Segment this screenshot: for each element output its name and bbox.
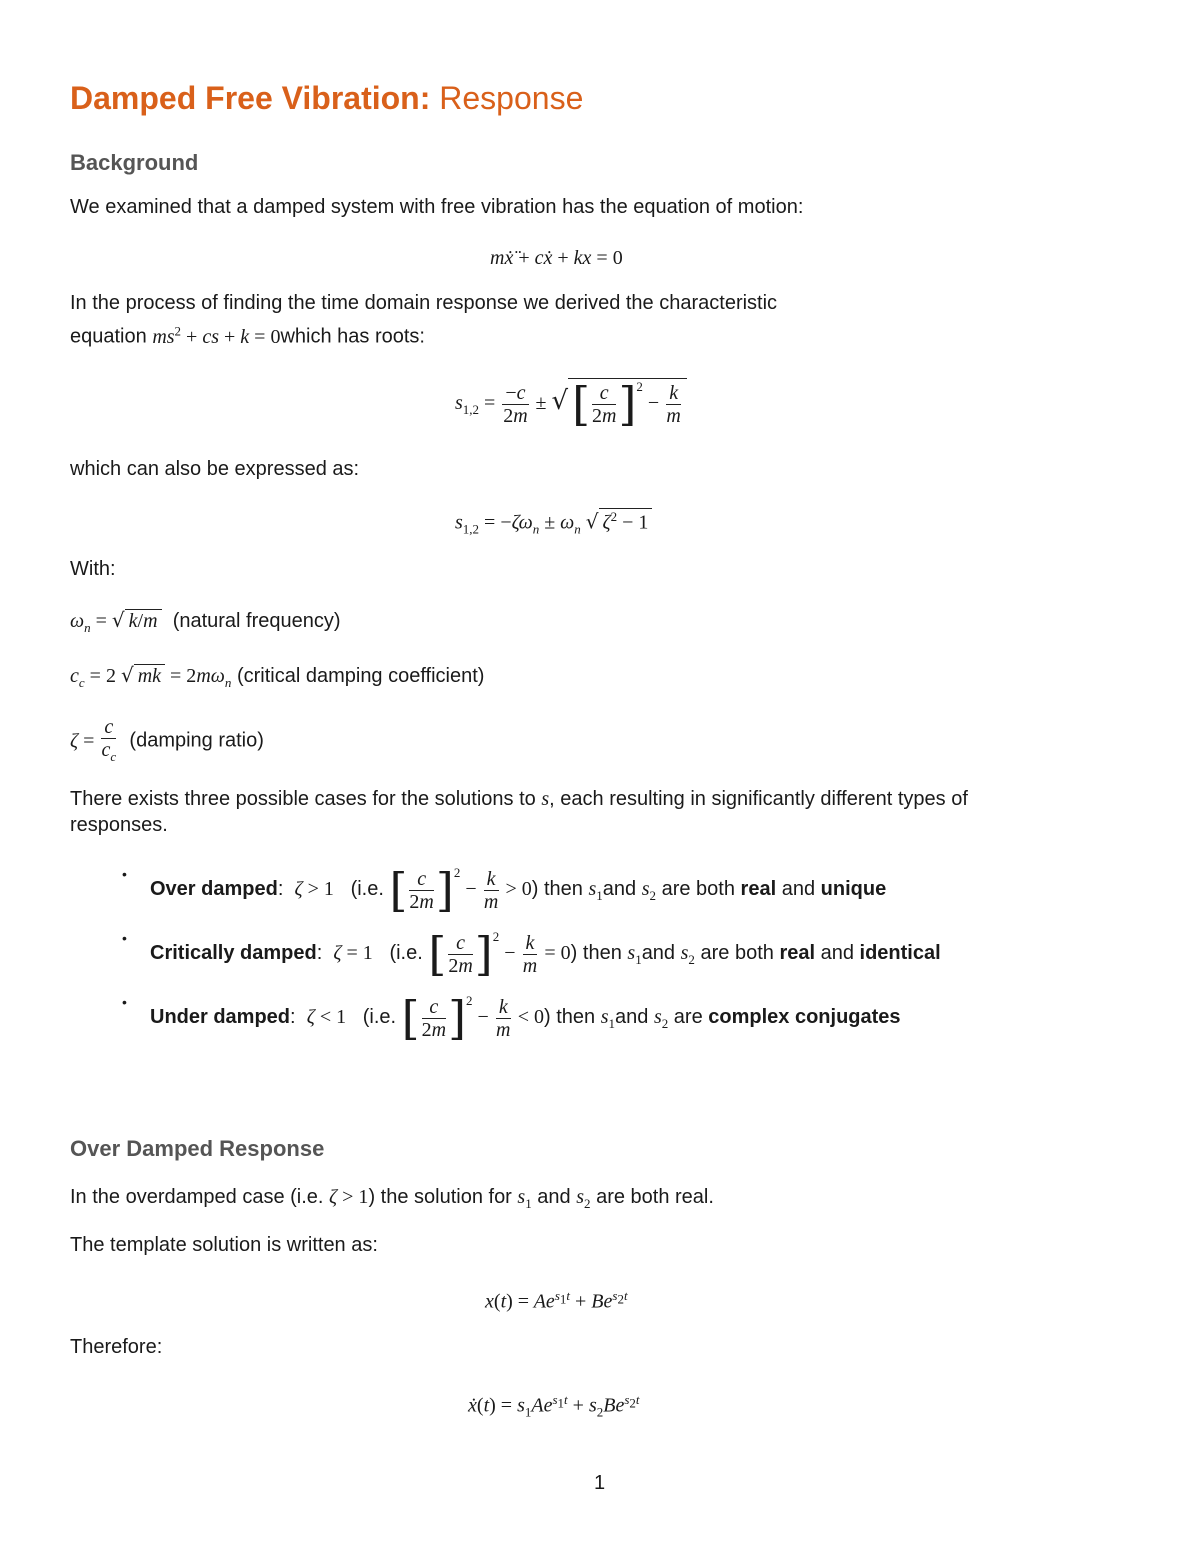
equation-of-motion: mẋ̈ + cẋ + kx = 0 — [490, 247, 623, 269]
characteristic-equation: $ms^2$ + cs + k = 0 — [152, 323, 281, 348]
page-number: 1 — [594, 1472, 606, 1494]
velocity-solution-equation: ẋ(t) = $s_1Ae^{s_1t} + s_2Be^{s_2t}$ — [468, 1392, 640, 1420]
overdamped-paragraph-3: Therefore: — [70, 1336, 163, 1358]
roots-equation-zeta: $s_{1,2} = -\zeta\omega_n \pm \omega_n$ √ $\zeta^2 - 1$ — [455, 508, 652, 538]
cases-intro-line-2: responses. — [70, 814, 168, 836]
with-label: With: — [70, 558, 116, 580]
overdamped-paragraph-2: The template solution is written as: — [70, 1234, 378, 1256]
background-paragraph-1: We examined that a damped system with free vibration has the equation of motion: — [70, 196, 804, 218]
critical-damping-definition: $c_c = 2$ √ mk = $2m\omega_n$ (critical damping coefficient) — [70, 663, 485, 690]
background-heading: Background — [70, 150, 199, 175]
natural-frequency-definition: $\omega_n$ = √ k/m (natural frequency) — [70, 608, 341, 635]
background-paragraph-3: which can also be expressed as: — [70, 458, 360, 480]
case-overdamped: Over damped: ζ > 1 (i.e. [ $\frac{c}{2m}$ ]$^2$ − $\frac{k}{m}$ > 0) then $s_1and$ $s_2$ are both real and unique — [150, 863, 887, 918]
page-title: Damped Free Vibration: Response — [70, 80, 584, 116]
overdamped-heading: Over Damped Response — [70, 1136, 325, 1161]
case-critically-damped: Critically damped: ζ = 1 (i.e. [ $\frac{c}{2m}$ ]$^2$ − $\frac{k}{m}$ = 0) then $s_1and$ $s_2$ are both real and identical — [150, 927, 941, 982]
template-solution-equation: $x(t) = Ae^{s_1t} + Be^{s_2t}$ — [485, 1288, 628, 1313]
damping-ratio-definition: ζ = $\frac{c}{c_c}$ (damping ratio) — [70, 716, 264, 764]
background-paragraph-2b: equation $ms^2$ + cs + k = 0which has roots: — [70, 323, 425, 348]
case-underdamped: Under damped: ζ < 1 (i.e. [ $\frac{c}{2m}$ ]$^2$ − $\frac{k}{m}$ < 0) then $s_1and$ $s_2$ are complex conjugates — [150, 991, 901, 1046]
case-bullet-underdamped: • — [122, 994, 127, 1010]
cases-intro-line-1: There exists three possible cases for the solutions to s, each resulting in significantly different types of — [70, 788, 968, 810]
roots-equation: $s_{1,2}$ = $\frac{-c}{2m}$ ± √[ $\frac{c}{2m}$ ]$^2$ − $\frac{k}{m}$ — [455, 378, 687, 427]
background-paragraph-2a: In the process of finding the time domain response we derived the characteristic — [70, 292, 778, 314]
overdamped-paragraph-1: In the overdamped case (i.e. ζ > 1) the solution for $s_1$ and $s_2$ are both real. — [70, 1186, 714, 1211]
case-bullet-critically-damped: • — [122, 930, 127, 946]
case-bullet-overdamped: • — [122, 866, 127, 882]
